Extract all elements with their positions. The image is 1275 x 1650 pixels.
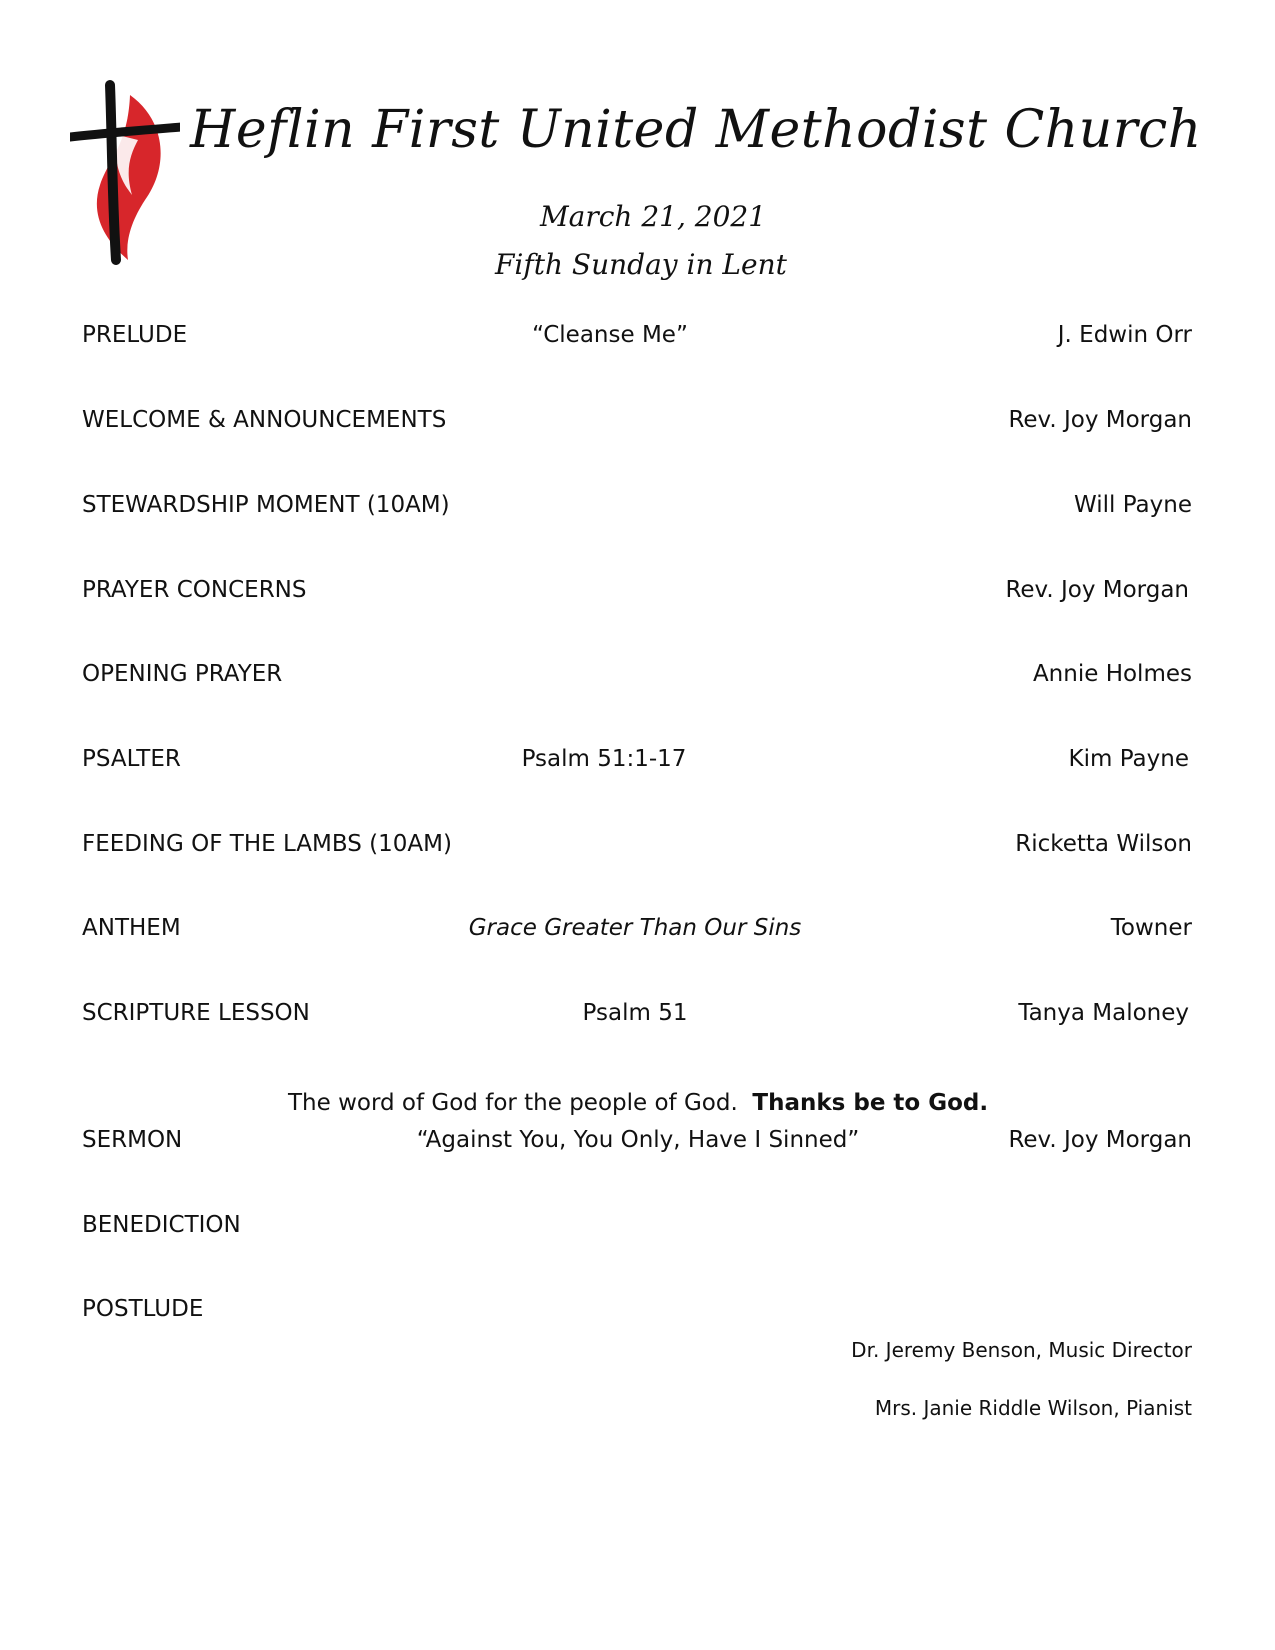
order-item-label: POSTLUDE	[82, 1296, 204, 1322]
scripture-response-reply: Thanks be to God.	[752, 1090, 989, 1116]
order-item-feeding-lambs	[82, 831, 1192, 865]
order-item-postlude	[82, 1296, 1192, 1330]
order-item-prayer-concerns	[82, 577, 1192, 611]
order-item-label: FEEDING OF THE LAMBS (10AM)	[82, 831, 452, 857]
service-date: March 21, 2021	[540, 200, 767, 233]
scripture-response-text: The word of God for the people of God.	[288, 1090, 738, 1116]
order-item-title: Psalm 51:1-17	[521, 746, 687, 772]
liturgical-occasion: Fifth Sunday in Lent	[495, 248, 787, 281]
cross-and-flame-icon	[70, 75, 180, 265]
order-item-title: Psalm 51	[582, 1000, 688, 1026]
bulletin-header	[0, 0, 1275, 300]
order-item-scripture	[82, 1000, 1192, 1034]
order-item-label: OPENING PRAYER	[82, 661, 283, 687]
order-item-label: ANTHEM	[82, 915, 181, 941]
order-item-title: Grace Greater Than Our Sins	[468, 915, 802, 941]
music-director-credit: Dr. Jeremy Benson, Music Director	[851, 1338, 1192, 1362]
order-item-title: “Against You, You Only, Have I Sinned”	[416, 1127, 860, 1153]
order-item-leader: Kim Payne	[1068, 746, 1189, 772]
order-item-sermon	[82, 1127, 1192, 1161]
order-item-leader: Rev. Joy Morgan	[1008, 1127, 1192, 1153]
scripture-response	[288, 1090, 988, 1116]
order-item-leader: Annie Holmes	[1032, 661, 1192, 687]
order-item-leader: Rev. Joy Morgan	[1005, 577, 1189, 603]
order-item-leader: J. Edwin Orr	[1057, 322, 1192, 348]
order-item-label: BENEDICTION	[82, 1212, 241, 1238]
pianist-credit: Mrs. Janie Riddle Wilson, Pianist	[874, 1396, 1192, 1420]
order-item-welcome	[82, 407, 1192, 441]
order-item-opening-prayer	[82, 661, 1192, 695]
order-item-label: PRELUDE	[82, 322, 188, 348]
order-item-leader: Ricketta Wilson	[1015, 831, 1192, 857]
order-item-label: PRAYER CONCERNS	[82, 577, 307, 603]
order-item-stewardship	[82, 492, 1192, 526]
order-item-label: WELCOME & ANNOUNCEMENTS	[82, 407, 447, 433]
church-name: Heflin First United Methodist Church	[190, 100, 1202, 160]
order-item-title: “Cleanse Me”	[532, 322, 688, 348]
order-item-benediction	[82, 1212, 1192, 1246]
order-item-label: SERMON	[82, 1127, 183, 1153]
order-item-prelude	[82, 322, 1192, 356]
order-item-psalter	[82, 746, 1192, 780]
order-item-leader: Will Payne	[1074, 492, 1192, 518]
order-item-leader: Tanya Maloney	[1018, 1000, 1189, 1026]
order-item-leader: Towner	[1110, 915, 1192, 941]
order-item-label: STEWARDSHIP MOMENT (10AM)	[82, 492, 450, 518]
order-item-anthem	[82, 915, 1192, 949]
order-item-leader: Rev. Joy Morgan	[1008, 407, 1192, 433]
order-item-label: PSALTER	[82, 746, 181, 772]
order-item-label: SCRIPTURE LESSON	[82, 1000, 310, 1026]
